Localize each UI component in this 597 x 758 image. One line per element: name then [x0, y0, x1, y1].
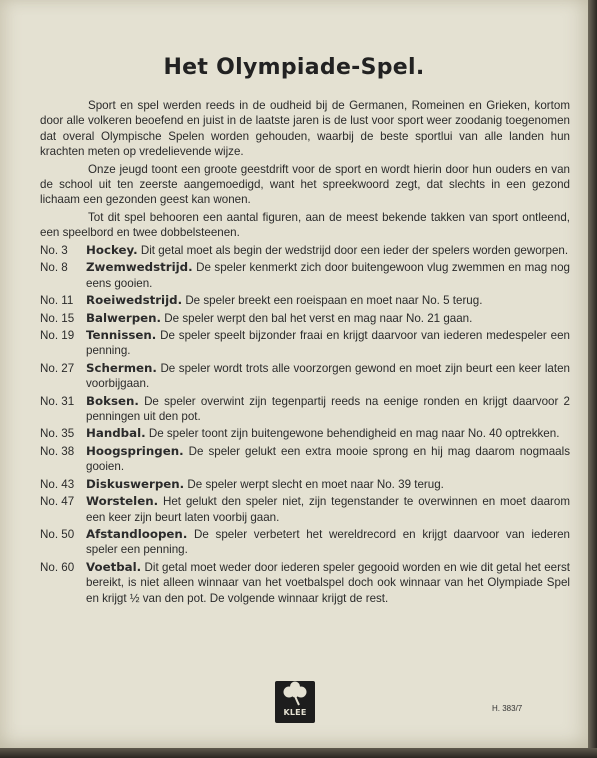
list-item	[40, 477, 570, 492]
page-edge	[0, 748, 597, 758]
sport-name: Tennissen.	[86, 328, 157, 343]
sport-name: Voetbal.	[86, 559, 142, 574]
rule-text: De speler wordt trots alle voorzorgen gewond en moet zijn beurt een keer laten voorbijgaan.	[86, 361, 570, 391]
rule-text: De speler kenmerkt zich door buitengewoon vlug zwemmen en mag nog eens gooien.	[86, 261, 570, 290]
list-item	[40, 361, 570, 392]
sport-name: Worstelen.	[86, 494, 159, 509]
rule-text: De speler overwint zijn tegenpartij reeds na eenige ronden en krijgt daarvoor 2 penningen uit den pot.	[86, 394, 570, 424]
print-code: H. 383/7	[492, 704, 523, 713]
square-number: No. 15	[40, 311, 75, 325]
logo-text: KLEE	[283, 708, 307, 717]
list-item	[40, 394, 570, 425]
square-number: No. 19	[40, 329, 75, 343]
sport-name: Roeiwedstrijd.	[86, 293, 183, 308]
sport-name: Balwerpen.	[86, 310, 162, 325]
list-item	[40, 293, 570, 308]
square-number: No. 35	[40, 427, 75, 441]
intro-paragraph: Sport en spel werden reeds in de oudheid bij de Germanen, Romeinen en Grieken, kortom door alle volkeren beoefend en juist in de laatste jaren is de lust voor sport weer zoodanig toegenomen dat overal Olympische Spelen worden gehouden, waarbij de beste sportlui van alle landen hun krachten meten op vredelievende wijze.	[40, 99, 570, 159]
sport-name: Hoogspringen.	[86, 443, 184, 458]
square-number: No. 47	[40, 495, 75, 509]
list-item	[40, 243, 570, 258]
rule-text: De speler toont zijn buitengewone behendigheid en mag naar No. 40 optrekken.	[148, 427, 560, 441]
sport-name: Afstandloopen.	[86, 526, 188, 541]
rule-text: De speler verbetert het wereldrecord en krijgt daarvoor van iederen speler een penning.	[86, 527, 570, 557]
rule-text: De speler speelt bijzonder fraai en krijgt daarvoor van iederen medespeler een penning.	[86, 329, 570, 358]
intro-paragraph: Tot dit spel behooren een aantal figuren, aan de meest bekende takken van sport ontleend, een speelbord en twee dobbelsteenen.	[40, 210, 570, 240]
intro-paragraph: Onze jeugd toont een groote geestdrift voor de sport en wordt hierin door hun ouders en van de school uit ten zeerste aangemoedigd, want het spreekwoord zegt, dat slechts in een gezond lichaam een gezonden geest kan wonen.	[40, 162, 570, 207]
list-item	[40, 494, 570, 525]
square-number: No. 8	[40, 261, 68, 275]
rule-text: Het gelukt den speler niet, zijn tegenstander te overwinnen en moet daarom een keer zijn beurt laten voorbij gaan.	[86, 495, 570, 524]
sport-name: Schermen.	[86, 360, 157, 375]
rule-text: De speler werpt den bal het verst en mag naar No. 21 gaan.	[164, 311, 473, 325]
list-item	[40, 311, 570, 326]
square-number: No. 50	[40, 527, 75, 541]
list-item	[40, 444, 570, 475]
square-number: No. 60	[40, 560, 75, 574]
sport-name: Zwemwedstrijd.	[86, 260, 193, 275]
sport-name: Handbal.	[86, 426, 146, 441]
rule-text: De speler werpt slecht en moet naar No. 39 terug.	[187, 477, 444, 491]
square-number: No. 27	[40, 361, 75, 375]
list-item	[40, 426, 570, 441]
klee-logo	[275, 681, 315, 723]
sport-name: Diskuswerpen.	[86, 476, 185, 491]
sport-name: Boksen.	[86, 393, 139, 408]
page-edge	[588, 0, 597, 758]
square-number: No. 38	[40, 444, 75, 458]
rule-text: Dit getal moet als begin der wedstrijd door een ieder der spelers worden geworpen.	[140, 244, 569, 257]
list-item	[40, 328, 570, 359]
list-item	[40, 560, 570, 606]
intro-text	[40, 98, 570, 243]
square-number: No. 31	[40, 394, 75, 408]
rule-text: De speler gelukt een extra mooie sprong en hij mag daarom nogmaals gooien.	[86, 444, 570, 474]
list-item	[40, 260, 570, 291]
square-number: No. 43	[40, 477, 75, 491]
square-number: No. 3	[40, 244, 68, 257]
square-number: No. 11	[40, 294, 74, 308]
sport-name: Hockey.	[86, 243, 138, 257]
page-title: Het Olympiade-Spel.	[163, 55, 425, 80]
square-list	[40, 243, 570, 608]
rule-text: Dit getal moet weder door iederen speler gegooid worden en wie dit getal het eerst bereikt, is niet alleen winnaar van het voetbalspel doch ook winnaar van het Olympiade Spel en krijgt ½ van den pot. De volgende winnaar krijgt de rest.	[86, 560, 570, 605]
rule-text: De speler breekt een roeispaan en moet naar No. 5 terug.	[185, 294, 483, 308]
list-item	[40, 527, 570, 558]
